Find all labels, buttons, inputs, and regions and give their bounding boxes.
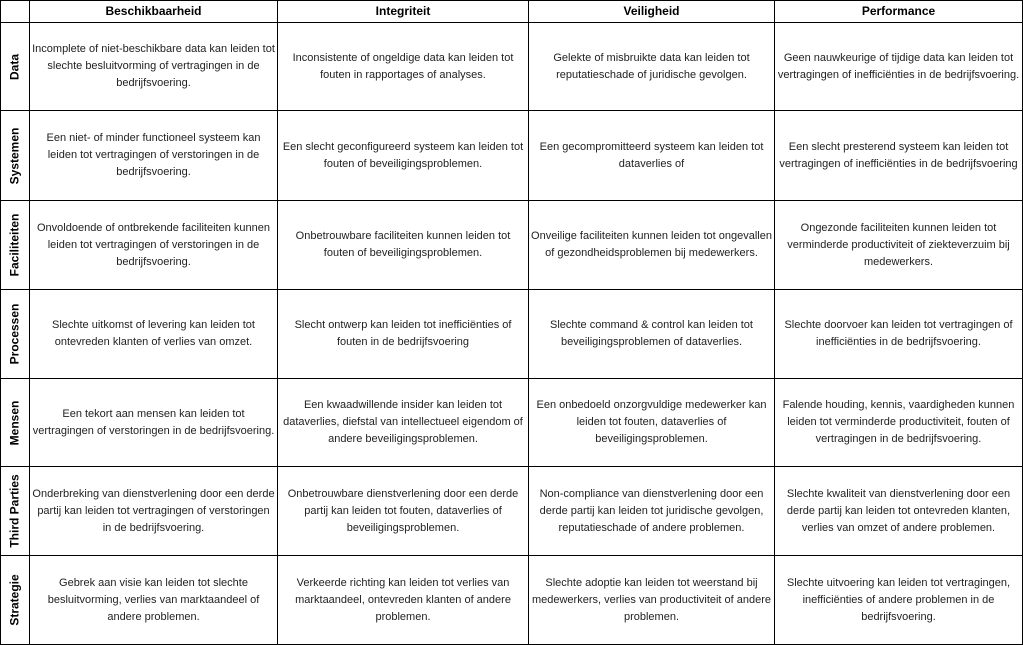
table-row xyxy=(1,201,1023,290)
table-cell: Gelekte of misbruikte data kan leiden tot reputatieschade of juridische gevolgen. xyxy=(529,23,775,111)
table-cell: Falende houding, kennis, vaardigheden kunnen leiden tot verminderde productiviteit, fouten of vertragingen in de bedrijfsvoering. xyxy=(775,379,1023,467)
table-cell: Inconsistente of ongeldige data kan leiden tot fouten in rapportages of analyses. xyxy=(278,23,529,111)
row-header-label: Strategie xyxy=(7,574,22,626)
table-cell: Verkeerde richting kan leiden tot verlies van marktaandeel, ontevreden klanten of andere problemen. xyxy=(278,556,529,645)
row-header xyxy=(1,111,30,201)
column-header-veiligheid: Veiligheid xyxy=(529,1,775,23)
row-header-label: Mensen xyxy=(7,400,22,445)
table-row xyxy=(1,111,1023,201)
table-row xyxy=(1,379,1023,467)
table-cell: Geen nauwkeurige of tijdige data kan leiden tot vertragingen of inefficiënties in de bedrijfsvoering. xyxy=(775,23,1023,111)
row-header-label: Third Parties xyxy=(7,474,22,548)
table-cell: Non-compliance van dienstverlening door een derde partij kan leiden tot juridische gevolgen, reputatieschade of andere problemen. xyxy=(529,467,775,556)
header-row xyxy=(1,1,1023,23)
table-cell: Een gecompromitteerd systeem kan leiden tot dataverlies of xyxy=(529,111,775,201)
column-header-performance: Performance xyxy=(775,1,1023,23)
table-cell: Een kwaadwillende insider kan leiden tot dataverlies, diefstal van intellectueel eigendom of andere beveiligingsproblemen. xyxy=(278,379,529,467)
row-header-label: Data xyxy=(7,53,22,80)
table-cell: Een niet- of minder functioneel systeem kan leiden tot vertragingen of verstoringen in de bedrijfsvoering. xyxy=(30,111,278,201)
table-cell: Slechte adoptie kan leiden tot weerstand bij medewerkers, verlies van productiviteit of andere problemen. xyxy=(529,556,775,645)
table-cell: Onderbreking van dienstverlening door een derde partij kan leiden tot vertragingen of verstoringen in de bedrijfsvoering. xyxy=(30,467,278,556)
table-row xyxy=(1,23,1023,111)
table-cell: Onveilige faciliteiten kunnen leiden tot ongevallen of gezondheidsproblemen bij medewerkers. xyxy=(529,201,775,290)
table-cell: Slechte kwaliteit van dienstverlening door een derde partij kan leiden tot ontevreden klanten, verlies van omzet of andere problemen. xyxy=(775,467,1023,556)
row-header xyxy=(1,467,30,556)
table-cell: Slechte uitkomst of levering kan leiden tot ontevreden klanten of verlies van omzet. xyxy=(30,290,278,379)
table-cell: Slechte command & control kan leiden tot beveiligingsproblemen of dataverlies. xyxy=(529,290,775,379)
table-row xyxy=(1,467,1023,556)
row-header-label: Processen xyxy=(7,303,22,365)
table-row xyxy=(1,556,1023,645)
table-cell: Ongezonde faciliteiten kunnen leiden tot verminderde productiviteit of ziekteverzuim bij medewerkers. xyxy=(775,201,1023,290)
table-cell: Een slecht geconfigureerd systeem kan leiden tot fouten of beveiligingsproblemen. xyxy=(278,111,529,201)
table-cell: Slechte uitvoering kan leiden tot vertragingen, inefficiënties of andere problemen in de bedrijfsvoering. xyxy=(775,556,1023,645)
row-header-label: Systemen xyxy=(7,127,22,184)
table-cell: Een tekort aan mensen kan leiden tot vertragingen of verstoringen in de bedrijfsvoering. xyxy=(30,379,278,467)
table-cell: Een onbedoeld onzorgvuldige medewerker kan leiden tot fouten, dataverlies of beveiligingsproblemen. xyxy=(529,379,775,467)
table-cell: Incomplete of niet-beschikbare data kan leiden tot slechte besluitvorming of vertragingen in de bedrijfsvoering. xyxy=(30,23,278,111)
table-cell: Gebrek aan visie kan leiden tot slechte besluitvorming, verlies van marktaandeel of andere problemen. xyxy=(30,556,278,645)
row-header xyxy=(1,290,30,379)
column-header-integriteit: Integriteit xyxy=(278,1,529,23)
table-cell: Slecht ontwerp kan leiden tot inefficiënties of fouten in de bedrijfsvoering xyxy=(278,290,529,379)
row-header xyxy=(1,379,30,467)
table-cell: Een slecht presterend systeem kan leiden tot vertragingen of inefficiënties in de bedrijfsvoering xyxy=(775,111,1023,201)
row-header-label: Faciliteiten xyxy=(7,213,22,277)
table-cell: Slechte doorvoer kan leiden tot vertragingen of inefficiënties in de bedrijfsvoering. xyxy=(775,290,1023,379)
table-cell: Onvoldoende of ontbrekende faciliteiten kunnen leiden tot vertragingen of verstoringen in de bedrijfsvoering. xyxy=(30,201,278,290)
row-header xyxy=(1,201,30,290)
column-header-beschikbaarheid: Beschikbaarheid xyxy=(30,1,278,23)
table-row xyxy=(1,290,1023,379)
corner-cell xyxy=(1,1,30,23)
table-cell: Onbetrouwbare faciliteiten kunnen leiden tot fouten of beveiligingsproblemen. xyxy=(278,201,529,290)
row-header xyxy=(1,23,30,111)
table-cell: Onbetrouwbare dienstverlening door een derde partij kan leiden tot fouten, dataverlies of beveiligingsproblemen. xyxy=(278,467,529,556)
row-header xyxy=(1,556,30,645)
